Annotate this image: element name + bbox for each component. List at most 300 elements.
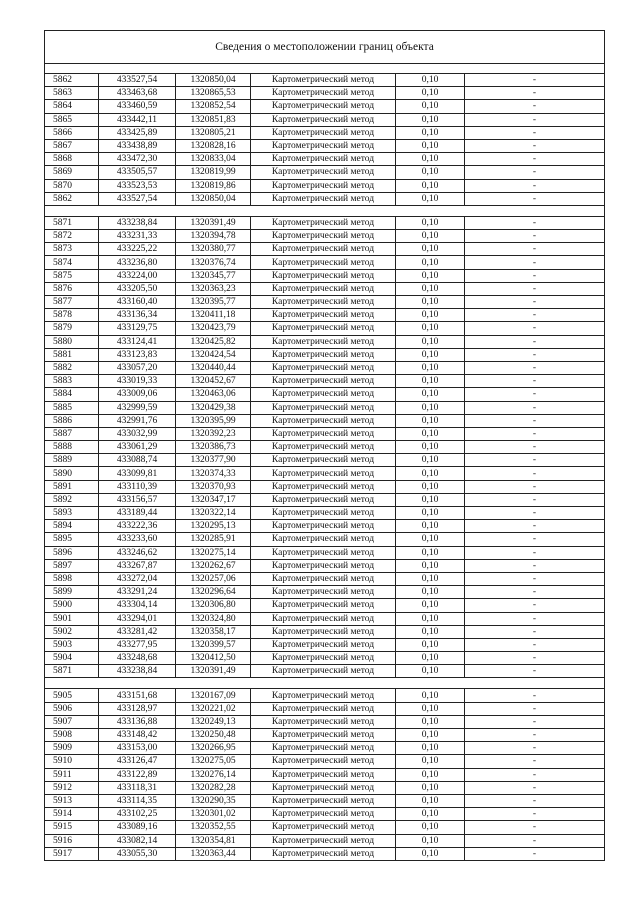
x-coordinate-cell: 433272,04 — [99, 572, 176, 585]
x-coordinate-cell: 433304,14 — [99, 599, 176, 612]
note-cell: - — [465, 794, 605, 807]
x-coordinate-cell: 433281,42 — [99, 625, 176, 638]
method-cell: Картометрический метод — [251, 702, 396, 715]
table-row — [45, 216, 605, 229]
accuracy-cell: 0,10 — [396, 715, 465, 728]
point-number-cell: 5899 — [45, 586, 99, 599]
method-cell: Картометрический метод — [251, 599, 396, 612]
accuracy-cell: 0,10 — [396, 638, 465, 651]
x-coordinate-cell: 433148,42 — [99, 729, 176, 742]
table-row — [45, 781, 605, 794]
accuracy-cell: 0,10 — [396, 586, 465, 599]
method-cell: Картометрический метод — [251, 665, 396, 678]
accuracy-cell: 0,10 — [396, 296, 465, 309]
table-row — [45, 533, 605, 546]
table-row — [45, 768, 605, 781]
method-cell: Картометрический метод — [251, 715, 396, 728]
x-coordinate-cell: 433231,33 — [99, 230, 176, 243]
point-number-cell: 5894 — [45, 520, 99, 533]
y-coordinate-cell: 1320376,74 — [176, 256, 251, 269]
method-cell: Картометрический метод — [251, 139, 396, 152]
x-coordinate-cell: 433222,36 — [99, 520, 176, 533]
y-coordinate-cell: 1320819,99 — [176, 166, 251, 179]
accuracy-cell: 0,10 — [396, 361, 465, 374]
note-cell: - — [465, 454, 605, 467]
method-cell: Картометрический метод — [251, 612, 396, 625]
method-cell: Картометрический метод — [251, 638, 396, 651]
point-number-cell: 5892 — [45, 493, 99, 506]
note-cell: - — [465, 113, 605, 126]
method-cell: Картометрический метод — [251, 179, 396, 192]
point-number-cell: 5873 — [45, 243, 99, 256]
accuracy-cell: 0,10 — [396, 625, 465, 638]
point-number-cell: 5872 — [45, 230, 99, 243]
method-cell: Картометрический метод — [251, 520, 396, 533]
x-coordinate-cell: 433122,89 — [99, 768, 176, 781]
x-coordinate-cell: 433463,68 — [99, 87, 176, 100]
x-coordinate-cell: 433523,53 — [99, 179, 176, 192]
accuracy-cell: 0,10 — [396, 282, 465, 295]
point-number-cell: 5906 — [45, 702, 99, 715]
table-row — [45, 100, 605, 113]
group-separator-cell — [45, 678, 605, 689]
note-cell: - — [465, 335, 605, 348]
boundary-document — [44, 30, 605, 861]
method-cell: Картометрический метод — [251, 427, 396, 440]
point-number-cell: 5885 — [45, 401, 99, 414]
method-cell: Картометрический метод — [251, 388, 396, 401]
point-number-cell: 5862 — [45, 192, 99, 205]
y-coordinate-cell: 1320221,02 — [176, 702, 251, 715]
x-coordinate-cell: 433118,31 — [99, 781, 176, 794]
method-cell: Картометрический метод — [251, 546, 396, 559]
point-number-cell: 5881 — [45, 348, 99, 361]
accuracy-cell: 0,10 — [396, 520, 465, 533]
method-cell: Картометрический метод — [251, 230, 396, 243]
y-coordinate-cell: 1320452,67 — [176, 375, 251, 388]
method-cell: Картометрический метод — [251, 742, 396, 755]
accuracy-cell: 0,10 — [396, 454, 465, 467]
x-coordinate-cell: 433189,44 — [99, 507, 176, 520]
method-cell: Картометрический метод — [251, 296, 396, 309]
table-row — [45, 715, 605, 728]
accuracy-cell: 0,10 — [396, 192, 465, 205]
x-coordinate-cell: 432999,59 — [99, 401, 176, 414]
note-cell: - — [465, 401, 605, 414]
x-coordinate-cell: 433425,89 — [99, 126, 176, 139]
y-coordinate-cell: 1320257,06 — [176, 572, 251, 585]
accuracy-cell: 0,10 — [396, 309, 465, 322]
point-number-cell: 5912 — [45, 781, 99, 794]
point-number-cell: 5880 — [45, 335, 99, 348]
table-row — [45, 559, 605, 572]
note-cell: - — [465, 808, 605, 821]
y-coordinate-cell: 1320354,81 — [176, 834, 251, 847]
x-coordinate-cell: 433102,25 — [99, 808, 176, 821]
x-coordinate-cell: 433225,22 — [99, 243, 176, 256]
x-coordinate-cell: 433129,75 — [99, 322, 176, 335]
point-number-cell: 5863 — [45, 87, 99, 100]
method-cell: Картометрический метод — [251, 100, 396, 113]
method-cell: Картометрический метод — [251, 781, 396, 794]
method-cell: Картометрический метод — [251, 652, 396, 665]
note-cell: - — [465, 559, 605, 572]
table-row — [45, 493, 605, 506]
table-row — [45, 480, 605, 493]
group-separator — [45, 678, 605, 689]
note-cell: - — [465, 179, 605, 192]
accuracy-cell: 0,10 — [396, 834, 465, 847]
table-row — [45, 335, 605, 348]
note-cell: - — [465, 715, 605, 728]
note-cell: - — [465, 599, 605, 612]
method-cell: Картометрический метод — [251, 192, 396, 205]
table-row — [45, 546, 605, 559]
y-coordinate-cell: 1320865,53 — [176, 87, 251, 100]
note-cell: - — [465, 493, 605, 506]
note-cell: - — [465, 100, 605, 113]
method-cell: Картометрический метод — [251, 834, 396, 847]
table-row — [45, 454, 605, 467]
accuracy-cell: 0,10 — [396, 665, 465, 678]
method-cell: Картометрический метод — [251, 507, 396, 520]
note-cell: - — [465, 388, 605, 401]
x-coordinate-cell: 433057,20 — [99, 361, 176, 374]
point-number-cell: 5870 — [45, 179, 99, 192]
note-cell: - — [465, 414, 605, 427]
accuracy-cell: 0,10 — [396, 808, 465, 821]
note-cell: - — [465, 781, 605, 794]
table-row — [45, 794, 605, 807]
table-row — [45, 665, 605, 678]
x-coordinate-cell: 433032,99 — [99, 427, 176, 440]
y-coordinate-cell: 1320411,18 — [176, 309, 251, 322]
accuracy-cell: 0,10 — [396, 216, 465, 229]
point-number-cell: 5913 — [45, 794, 99, 807]
method-cell: Картометрический метод — [251, 559, 396, 572]
method-cell: Картометрический метод — [251, 401, 396, 414]
point-number-cell: 5866 — [45, 126, 99, 139]
method-cell: Картометрический метод — [251, 441, 396, 454]
accuracy-cell: 0,10 — [396, 689, 465, 702]
point-number-cell: 5883 — [45, 375, 99, 388]
method-cell: Картометрический метод — [251, 166, 396, 179]
table-row — [45, 243, 605, 256]
point-number-cell: 5891 — [45, 480, 99, 493]
point-number-cell: 5884 — [45, 388, 99, 401]
note-cell: - — [465, 480, 605, 493]
x-coordinate-cell: 433019,33 — [99, 375, 176, 388]
point-number-cell: 5908 — [45, 729, 99, 742]
x-coordinate-cell: 433114,35 — [99, 794, 176, 807]
accuracy-cell: 0,10 — [396, 375, 465, 388]
table-row — [45, 166, 605, 179]
x-coordinate-cell: 433089,16 — [99, 821, 176, 834]
x-coordinate-cell: 433224,00 — [99, 269, 176, 282]
table-row — [45, 612, 605, 625]
accuracy-cell: 0,10 — [396, 243, 465, 256]
y-coordinate-cell: 1320380,77 — [176, 243, 251, 256]
y-coordinate-cell: 1320266,95 — [176, 742, 251, 755]
method-cell: Картометрический метод — [251, 755, 396, 768]
method-cell: Картометрический метод — [251, 348, 396, 361]
method-cell: Картометрический метод — [251, 414, 396, 427]
note-cell: - — [465, 755, 605, 768]
y-coordinate-cell: 1320306,80 — [176, 599, 251, 612]
method-cell: Картометрический метод — [251, 309, 396, 322]
y-coordinate-cell: 1320290,35 — [176, 794, 251, 807]
note-cell: - — [465, 729, 605, 742]
accuracy-cell: 0,10 — [396, 559, 465, 572]
y-coordinate-cell: 1320850,04 — [176, 74, 251, 87]
x-coordinate-cell: 433246,62 — [99, 546, 176, 559]
y-coordinate-cell: 1320395,99 — [176, 414, 251, 427]
table-row — [45, 361, 605, 374]
accuracy-cell: 0,10 — [396, 414, 465, 427]
y-coordinate-cell: 1320262,67 — [176, 559, 251, 572]
y-coordinate-cell: 1320324,80 — [176, 612, 251, 625]
x-coordinate-cell: 433267,87 — [99, 559, 176, 572]
x-coordinate-cell: 433236,80 — [99, 256, 176, 269]
point-number-cell: 5882 — [45, 361, 99, 374]
point-number-cell: 5896 — [45, 546, 99, 559]
note-cell: - — [465, 192, 605, 205]
y-coordinate-cell: 1320412,50 — [176, 652, 251, 665]
method-cell: Картометрический метод — [251, 689, 396, 702]
accuracy-cell: 0,10 — [396, 335, 465, 348]
x-coordinate-cell: 433055,30 — [99, 847, 176, 860]
note-cell: - — [465, 216, 605, 229]
method-cell: Картометрический метод — [251, 794, 396, 807]
accuracy-cell: 0,10 — [396, 256, 465, 269]
note-cell: - — [465, 309, 605, 322]
point-number-cell: 5900 — [45, 599, 99, 612]
method-cell: Картометрический метод — [251, 74, 396, 87]
point-number-cell: 5864 — [45, 100, 99, 113]
x-coordinate-cell: 433153,00 — [99, 742, 176, 755]
accuracy-cell: 0,10 — [396, 572, 465, 585]
table-row — [45, 269, 605, 282]
table-row — [45, 192, 605, 205]
method-cell: Картометрический метод — [251, 625, 396, 638]
note-cell: - — [465, 652, 605, 665]
y-coordinate-cell: 1320440,44 — [176, 361, 251, 374]
table-row — [45, 153, 605, 166]
x-coordinate-cell: 433128,97 — [99, 702, 176, 715]
y-coordinate-cell: 1320370,93 — [176, 480, 251, 493]
table-row — [45, 755, 605, 768]
method-cell: Картометрический метод — [251, 243, 396, 256]
accuracy-cell: 0,10 — [396, 322, 465, 335]
point-number-cell: 5877 — [45, 296, 99, 309]
point-number-cell: 5897 — [45, 559, 99, 572]
table-row — [45, 847, 605, 860]
table-row — [45, 348, 605, 361]
table-row — [45, 742, 605, 755]
method-cell: Картометрический метод — [251, 322, 396, 335]
note-cell: - — [465, 821, 605, 834]
method-cell: Картометрический метод — [251, 375, 396, 388]
x-coordinate-cell: 433110,39 — [99, 480, 176, 493]
x-coordinate-cell: 433238,84 — [99, 665, 176, 678]
accuracy-cell: 0,10 — [396, 533, 465, 546]
point-number-cell: 5909 — [45, 742, 99, 755]
method-cell: Картометрический метод — [251, 847, 396, 860]
note-cell: - — [465, 166, 605, 179]
accuracy-cell: 0,10 — [396, 166, 465, 179]
y-coordinate-cell: 1320852,54 — [176, 100, 251, 113]
x-coordinate-cell: 433505,57 — [99, 166, 176, 179]
note-cell: - — [465, 520, 605, 533]
note-cell: - — [465, 572, 605, 585]
table-row — [45, 282, 605, 295]
note-cell: - — [465, 269, 605, 282]
method-cell: Картометрический метод — [251, 533, 396, 546]
x-coordinate-cell: 433009,06 — [99, 388, 176, 401]
point-number-cell: 5862 — [45, 74, 99, 87]
x-coordinate-cell: 433205,50 — [99, 282, 176, 295]
y-coordinate-cell: 1320352,55 — [176, 821, 251, 834]
y-coordinate-cell: 1320833,04 — [176, 153, 251, 166]
method-cell: Картометрический метод — [251, 768, 396, 781]
y-coordinate-cell: 1320345,77 — [176, 269, 251, 282]
accuracy-cell: 0,10 — [396, 768, 465, 781]
x-coordinate-cell: 433061,29 — [99, 441, 176, 454]
note-cell: - — [465, 546, 605, 559]
method-cell: Картометрический метод — [251, 361, 396, 374]
method-cell: Картометрический метод — [251, 821, 396, 834]
note-cell: - — [465, 375, 605, 388]
method-cell: Картометрический метод — [251, 586, 396, 599]
y-coordinate-cell: 1320363,23 — [176, 282, 251, 295]
table-row — [45, 520, 605, 533]
x-coordinate-cell: 433238,84 — [99, 216, 176, 229]
y-coordinate-cell: 1320295,13 — [176, 520, 251, 533]
header-spacer — [44, 63, 605, 73]
point-number-cell: 5865 — [45, 113, 99, 126]
y-coordinate-cell: 1320249,13 — [176, 715, 251, 728]
x-coordinate-cell: 433156,57 — [99, 493, 176, 506]
accuracy-cell: 0,10 — [396, 742, 465, 755]
point-number-cell: 5902 — [45, 625, 99, 638]
coordinates-table — [44, 73, 605, 861]
note-cell: - — [465, 625, 605, 638]
point-number-cell: 5879 — [45, 322, 99, 335]
note-cell: - — [465, 441, 605, 454]
y-coordinate-cell: 1320819,86 — [176, 179, 251, 192]
accuracy-cell: 0,10 — [396, 652, 465, 665]
x-coordinate-cell: 433123,83 — [99, 348, 176, 361]
accuracy-cell: 0,10 — [396, 755, 465, 768]
table-row — [45, 507, 605, 520]
method-cell: Картометрический метод — [251, 126, 396, 139]
point-number-cell: 5911 — [45, 768, 99, 781]
y-coordinate-cell: 1320301,02 — [176, 808, 251, 821]
method-cell: Картометрический метод — [251, 113, 396, 126]
y-coordinate-cell: 1320374,33 — [176, 467, 251, 480]
point-number-cell: 5876 — [45, 282, 99, 295]
accuracy-cell: 0,10 — [396, 612, 465, 625]
point-number-cell: 5901 — [45, 612, 99, 625]
point-number-cell: 5886 — [45, 414, 99, 427]
y-coordinate-cell: 1320850,04 — [176, 192, 251, 205]
table-row — [45, 139, 605, 152]
accuracy-cell: 0,10 — [396, 388, 465, 401]
point-number-cell: 5887 — [45, 427, 99, 440]
note-cell: - — [465, 702, 605, 715]
table-row — [45, 87, 605, 100]
method-cell: Картометрический метод — [251, 467, 396, 480]
method-cell: Картометрический метод — [251, 729, 396, 742]
y-coordinate-cell: 1320394,78 — [176, 230, 251, 243]
x-coordinate-cell: 433527,54 — [99, 192, 176, 205]
accuracy-cell: 0,10 — [396, 599, 465, 612]
point-number-cell: 5874 — [45, 256, 99, 269]
note-cell: - — [465, 768, 605, 781]
accuracy-cell: 0,10 — [396, 348, 465, 361]
note-cell: - — [465, 87, 605, 100]
note-cell: - — [465, 665, 605, 678]
y-coordinate-cell: 1320347,17 — [176, 493, 251, 506]
note-cell: - — [465, 230, 605, 243]
method-cell: Картометрический метод — [251, 282, 396, 295]
x-coordinate-cell: 433248,68 — [99, 652, 176, 665]
y-coordinate-cell: 1320282,28 — [176, 781, 251, 794]
y-coordinate-cell: 1320399,57 — [176, 638, 251, 651]
note-cell: - — [465, 507, 605, 520]
x-coordinate-cell: 433277,95 — [99, 638, 176, 651]
table-row — [45, 427, 605, 440]
point-number-cell: 5907 — [45, 715, 99, 728]
x-coordinate-cell: 433294,01 — [99, 612, 176, 625]
x-coordinate-cell: 433442,11 — [99, 113, 176, 126]
accuracy-cell: 0,10 — [396, 546, 465, 559]
point-number-cell: 5878 — [45, 309, 99, 322]
point-number-cell: 5875 — [45, 269, 99, 282]
note-cell: - — [465, 612, 605, 625]
table-row — [45, 230, 605, 243]
note-cell: - — [465, 847, 605, 860]
point-number-cell: 5871 — [45, 665, 99, 678]
method-cell: Картометрический метод — [251, 480, 396, 493]
point-number-cell: 5893 — [45, 507, 99, 520]
accuracy-cell: 0,10 — [396, 821, 465, 834]
x-coordinate-cell: 433124,41 — [99, 335, 176, 348]
accuracy-cell: 0,10 — [396, 401, 465, 414]
x-coordinate-cell: 433233,60 — [99, 533, 176, 546]
y-coordinate-cell: 1320386,73 — [176, 441, 251, 454]
note-cell: - — [465, 348, 605, 361]
table-row — [45, 126, 605, 139]
accuracy-cell: 0,10 — [396, 153, 465, 166]
point-number-cell: 5868 — [45, 153, 99, 166]
group-separator-cell — [45, 205, 605, 216]
method-cell: Картометрический метод — [251, 153, 396, 166]
accuracy-cell: 0,10 — [396, 467, 465, 480]
x-coordinate-cell: 433082,14 — [99, 834, 176, 847]
method-cell: Картометрический метод — [251, 454, 396, 467]
method-cell: Картометрический метод — [251, 269, 396, 282]
accuracy-cell: 0,10 — [396, 507, 465, 520]
note-cell: - — [465, 139, 605, 152]
point-number-cell: 5910 — [45, 755, 99, 768]
table-row — [45, 689, 605, 702]
note-cell: - — [465, 126, 605, 139]
note-cell: - — [465, 282, 605, 295]
y-coordinate-cell: 1320429,38 — [176, 401, 251, 414]
accuracy-cell: 0,10 — [396, 781, 465, 794]
y-coordinate-cell: 1320275,05 — [176, 755, 251, 768]
